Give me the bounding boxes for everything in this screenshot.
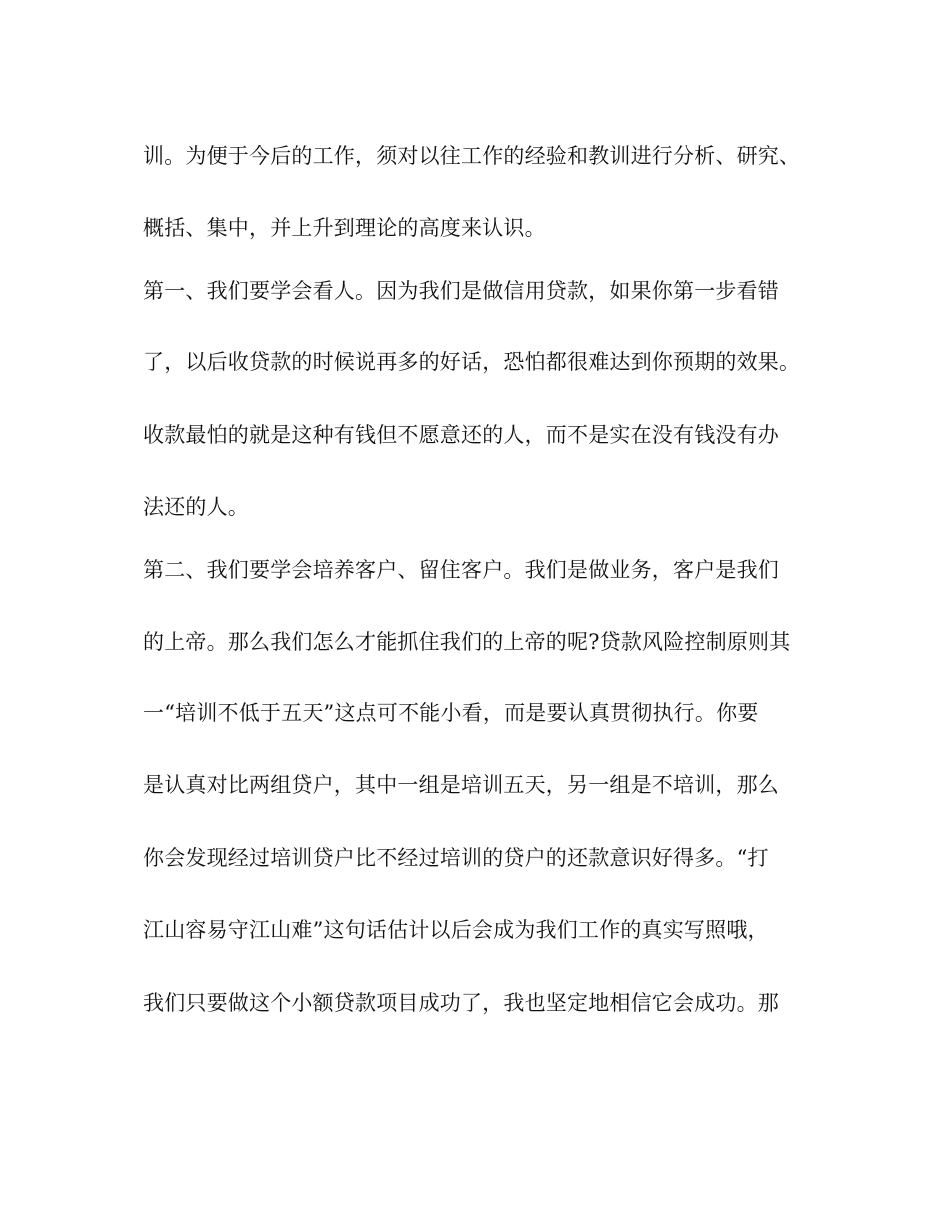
text-line-2: 概括、集中，并上升到理论的高度来认识。 <box>143 216 546 240</box>
text-line-6: 法还的人。 <box>143 495 249 519</box>
text-line-10: 是认真对比两组贷户，其中一组是培训五天，另一组是不培训，那么 <box>143 773 779 797</box>
text-line-1: 训。为便于今后的工作，须对以往工作的经验和教训进行分析、研究、 <box>143 144 801 168</box>
text-line-9: 一“培训不低于五天”这点可不能小看，而是要认真贯彻执行。你要 <box>143 701 759 725</box>
text-line-8: 的上帝。那么我们怎么才能抓住我们的上帝的呢?贷款风险控制原则其 <box>143 630 791 654</box>
text-line-11: 你会发现经过培训贷户比不经过培训的贷户的还款意识好得多。“打 <box>143 846 769 870</box>
text-line-3: 第一、我们要学会看人。因为我们是做信用贷款，如果你第一步看错 <box>143 279 779 303</box>
text-line-13: 我们只要做这个小额贷款项目成功了，我也坚定地相信它会成功。那 <box>143 991 779 1015</box>
text-line-7: 第二、我们要学会培养客户、留住客户。我们是做业务，客户是我们 <box>143 558 779 582</box>
text-line-12: 江山容易守江山难”这句话估计以后会成为我们工作的真实写照哦， <box>143 918 769 942</box>
text-line-4: 了，以后收贷款的时候说再多的好话，恐怕都很难达到你预期的效果。 <box>143 350 801 374</box>
text-line-5: 收款最怕的就是这种有钱但不愿意还的人，而不是实在没有钱没有办 <box>143 423 779 447</box>
